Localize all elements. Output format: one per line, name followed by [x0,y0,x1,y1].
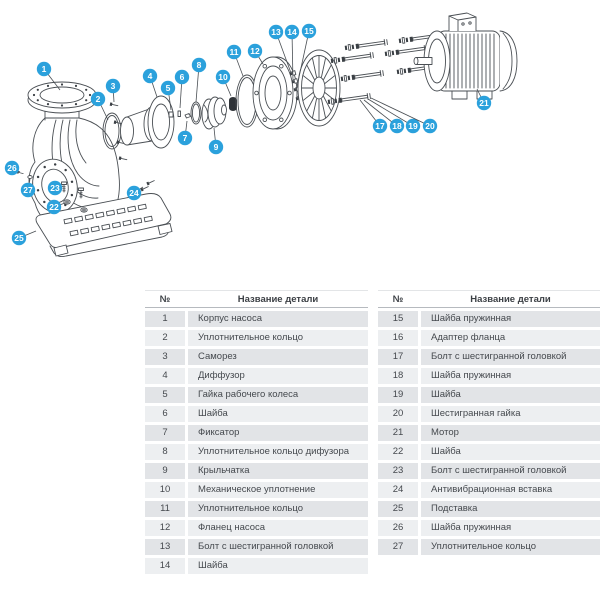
part-number-cell: 16 [378,330,418,346]
part-number-cell: 18 [378,368,418,384]
parts-table-left [145,290,368,577]
balloon-21 [477,89,491,110]
table-row [378,311,600,327]
balloon-number: 9 [213,142,219,152]
balloon-11 [227,45,243,76]
balloon-number: 22 [49,202,59,212]
table-row [145,425,368,441]
balloon-15 [296,24,316,91]
part-number-cell: 14 [145,558,185,574]
balloon-number: 2 [95,94,101,104]
part-number-cell: 24 [378,482,418,498]
part-name-cell: Болт с шестигранной головкой [421,463,600,479]
part-number-cell: 12 [145,520,185,536]
part-name-cell: Шайба [421,387,600,403]
part-name-cell: Шайба пружинная [421,368,600,384]
table-row [378,406,600,422]
col-header-name: Название детали [470,293,551,305]
part-name-cell: Корпус насоса [188,311,368,327]
part-number-cell: 9 [145,463,185,479]
table-row [145,463,368,479]
table-row [378,444,600,460]
balloon-number: 7 [182,133,188,143]
part-name-cell: Шайба [188,406,368,422]
table-row [145,558,368,574]
balloon-6 [175,70,189,108]
table-row [145,482,368,498]
balloon-4 [143,69,157,97]
balloon-number: 1 [41,64,47,74]
table-row [378,501,600,517]
col-header-name: Название детали [237,293,319,305]
table-row [378,482,600,498]
part-name-cell: Шайба [421,444,600,460]
balloon-leader-line [292,32,293,82]
part-number-cell: 21 [378,425,418,441]
part-name-cell: Уплотнительное кольцо [421,539,600,555]
balloon-number: 27 [23,185,33,195]
table-row [145,330,368,346]
table-row [378,539,600,555]
part-name-cell: Шайба пружинная [421,311,600,327]
balloon-7 [178,121,192,145]
part-name-cell: Антивибрационная вставка [421,482,600,498]
balloon-number: 17 [375,121,385,131]
part-number-cell: 7 [145,425,185,441]
part-number-cell: 10 [145,482,185,498]
balloon-number: 3 [110,81,116,91]
balloon-number: 19 [408,121,418,131]
balloon-number: 4 [147,71,153,81]
part-name-cell: Шайба [188,558,368,574]
table-row [145,311,368,327]
part-number-cell: 25 [378,501,418,517]
table-row [145,444,368,460]
balloon-10 [216,70,231,96]
part-name-cell: Механическое уплотнение [188,482,368,498]
balloon-number: 10 [218,72,228,82]
part-number-cell: 11 [145,501,185,517]
balloon-leader-line [296,31,309,91]
balloon-3 [106,79,120,102]
balloon-26 [5,161,20,175]
table-header [145,290,368,308]
part-name-cell: Уплотнительное кольцо дифузора [188,444,368,460]
part-number-cell: 8 [145,444,185,460]
parts-table-right [378,290,600,558]
balloon-27 [21,179,35,197]
table-row [145,368,368,384]
part-number-cell: 5 [145,387,185,403]
balloon-number: 24 [129,188,139,198]
balloon-25 [12,231,36,245]
table-header [378,290,600,308]
table-row [378,425,600,441]
part-number-cell: 27 [378,539,418,555]
balloon-number: 13 [271,27,281,37]
part-name-cell: Адаптер фланца [421,330,600,346]
part-number-cell: 20 [378,406,418,422]
part-name-cell: Уплотнительное кольцо [188,501,368,517]
balloon-number: 25 [14,233,24,243]
balloon-number: 23 [50,183,60,193]
balloon-24 [127,186,143,200]
exploded-view-diagram [0,0,603,282]
balloon-12 [248,44,263,64]
part-number-cell: 4 [145,368,185,384]
part-name-cell: Мотор [421,425,600,441]
balloon-23 [48,181,63,195]
balloon-number: 5 [165,83,171,93]
part-name-cell: Саморез [188,349,368,365]
part-number-cell: 2 [145,330,185,346]
balloon-5 [161,81,175,110]
part-name-cell: Гайка рабочего колеса [188,387,368,403]
table-row [378,463,600,479]
balloon-number: 20 [425,121,435,131]
balloon-2 [91,92,108,120]
table-row [378,349,600,365]
balloon-number: 26 [7,163,17,173]
balloon-number: 18 [392,121,402,131]
part-name-cell: Подставка [421,501,600,517]
table-row [378,368,600,384]
part-number-cell: 15 [378,311,418,327]
balloon-14 [285,25,299,82]
balloon-17 [360,100,387,133]
table-row [145,387,368,403]
balloon-number: 11 [229,47,239,57]
part-name-cell: Фиксатор [188,425,368,441]
part-number-cell: 23 [378,463,418,479]
balloon-number: 8 [196,60,202,70]
balloon-1 [37,62,60,90]
part-name-cell: Уплотнительное кольцо [188,330,368,346]
balloon-9 [209,128,223,154]
part-name-cell: Диффузор [188,368,368,384]
part-number-cell: 6 [145,406,185,422]
part-name-cell: Шайба пружинная [421,520,600,536]
balloon-number: 15 [304,26,314,36]
part-name-cell: Крыльчатка [188,463,368,479]
part-number-cell: 17 [378,349,418,365]
table-rows [145,311,368,574]
table-row [378,520,600,536]
balloon-layer [0,0,603,282]
col-header-num: № [159,293,171,305]
table-row [145,406,368,422]
part-number-cell: 3 [145,349,185,365]
part-number-cell: 22 [378,444,418,460]
part-number-cell: 19 [378,387,418,403]
table-row [145,520,368,536]
balloon-number: 12 [250,46,260,56]
balloon-number: 6 [179,72,185,82]
balloon-8 [192,58,206,102]
table-row [145,539,368,555]
balloon-22 [47,200,65,214]
table-row [145,349,368,365]
col-header-num: № [392,293,404,305]
part-number-cell: 13 [145,539,185,555]
part-name-cell: Болт с шестигранной головкой [421,349,600,365]
part-number-cell: 1 [145,311,185,327]
part-name-cell: Шестигранная гайка [421,406,600,422]
part-number-cell: 26 [378,520,418,536]
part-name-cell: Болт с шестигранной головкой [188,539,368,555]
part-name-cell: Фланец насоса [188,520,368,536]
table-row [378,330,600,346]
table-row [145,501,368,517]
balloon-number: 14 [287,27,297,37]
table-row [378,387,600,403]
balloon-number: 21 [479,98,489,108]
table-rows [378,311,600,555]
